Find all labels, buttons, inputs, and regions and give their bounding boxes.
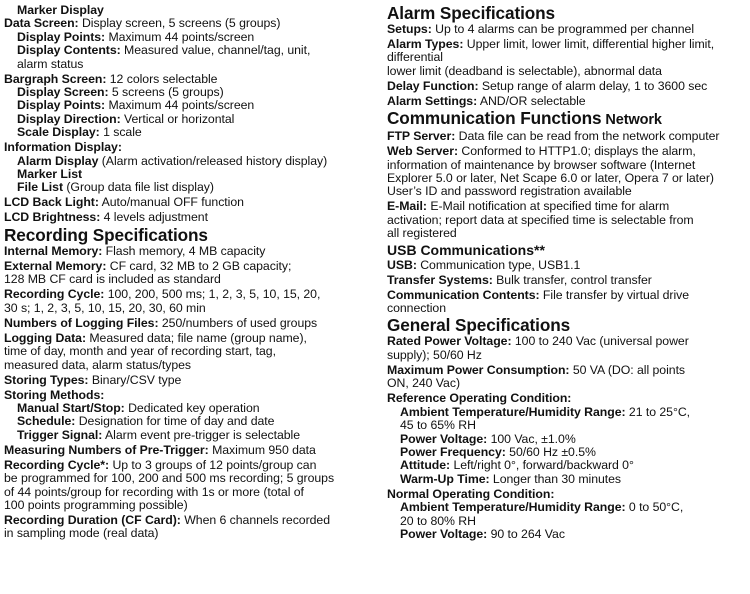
spec-value: (Alarm activation/released history display) [98,153,328,168]
spec-value: Dedicated key operation [124,400,260,415]
spec-value: Conformed to HTTP1.0; displays the alarm, [458,144,696,159]
spec-line [387,377,749,390]
spec-line [387,488,749,501]
spec-value: 100 to 240 Vac (universal power [511,334,689,349]
spec-value: Setup range of alarm delay, 1 to 3600 sec [478,78,708,93]
spec-line [387,51,749,64]
spec-value: 250/numbers of used groups [158,315,318,330]
spec-label: Manual Start/Stop: [17,400,125,415]
spec-label: E-Mail: [387,199,427,214]
spec-value: of 44 points/group for recording with 1s or more (total of [4,484,304,499]
spec-value: Left/right 0°, forward/backward 0° [450,458,634,473]
spec-line [387,433,749,446]
spec-label: LCD Back Light: [4,195,99,210]
spec-line [387,80,749,93]
spec-value: all registered [387,226,457,241]
spec-label: Reference Operating Condition: [387,391,572,406]
spec-line [387,501,749,514]
spec-label: Data Screen: [4,16,79,31]
spec-line [387,200,749,213]
spec-label: Schedule: [17,414,76,429]
spec-line [387,227,749,240]
spec-label: Display Points: [17,29,106,44]
spec-label: Display Points: [17,98,106,113]
spec-value: alarm status [17,56,84,71]
section-heading-alarm-specifications [387,4,749,23]
spec-line [4,260,380,273]
spec-label: Power Voltage: [400,431,488,446]
spec-value: Alarm event pre-trigger is selectable [102,427,301,442]
spec-value: AND/OR selectable [477,93,586,108]
section-heading-general-specifications [387,316,749,335]
spec-label: Storing Methods: [4,387,105,402]
spec-line [4,444,380,457]
spec-line [387,38,749,51]
spec-line [4,196,380,209]
spec-value: Upper limit, lower limit, differential higher limit, [463,37,715,51]
spec-line [4,472,380,485]
spec-label: External Memory: [4,258,107,273]
spec-line [387,172,749,185]
spec-value: 12 colors selectable [106,71,218,86]
spec-line [387,145,749,158]
spec-value: Communication type, USB1.1 [416,257,581,272]
spec-value: ON, 240 Vac) [387,376,460,391]
spec-line [4,302,380,315]
spec-value: information of maintenance by browser software (Internet [387,157,696,172]
spec-line [387,446,749,459]
spec-line [4,155,380,168]
spec-line [4,73,380,86]
spec-value: Maximum 44 points/screen [105,29,255,44]
left-column [4,0,380,541]
spec-label: Ambient Temperature/Humidity Range: [400,404,626,419]
spec-line [387,23,749,36]
spec-label: Alarm Display [17,153,99,168]
spec-line [4,44,380,57]
spec-line [4,273,380,286]
spec-line [387,259,749,272]
spec-line [387,406,749,419]
spec-line [4,332,380,345]
section-heading-communication-functions [387,109,749,130]
spec-line [387,130,749,143]
spec-line [4,499,380,512]
spec-value: 100, 200, 500 ms; 1, 2, 3, 5, 10, 15, 20, [104,287,321,302]
spec-label: Alarm Settings: [387,93,478,108]
spec-label: Numbers of Logging Files: [4,315,159,330]
spec-line [4,113,380,126]
spec-line [387,289,749,302]
spec-value: measured data, alarm status/types [4,357,191,372]
spec-label: Web Server: [387,144,458,159]
spec-value: supply); 50/60 Hz [387,347,482,362]
spec-value: 50 VA (DO: all points [569,362,686,377]
spec-label: Ambient Temperature/Humidity Range: [400,500,626,515]
section-heading-text: General Specifications [387,315,571,336]
spec-line [387,392,749,405]
spec-line [387,473,749,486]
spec-value: 1 scale [99,125,142,140]
spec-value: Vertical or horizontal [120,111,235,126]
spec-value: activation; report data at specified time is selectable from [387,212,694,227]
spec-label: Attitude: [400,458,451,473]
spec-label: Internal Memory: [4,243,103,258]
spec-value: 0 to 50°C, [625,500,684,515]
spec-value: Measured data; file name (group name), [86,330,307,345]
spec-label: Power Voltage: [400,526,488,541]
spec-label: Rated Power Voltage: [387,334,512,349]
spec-line [4,4,380,17]
spec-line [387,65,749,78]
spec-value: 21 to 25°C, [625,404,691,419]
spec-line [4,58,380,71]
spec-line [4,31,380,44]
subsection-heading-usb-communications: USB Communications** [387,241,545,258]
spec-label: Display Screen: [17,85,109,100]
spec-value: Binary/CSV type [88,372,182,387]
spec-line [4,211,380,224]
spec-line [387,528,749,541]
spec-label: File List [17,180,64,195]
spec-label: Recording Cycle*: [4,457,110,472]
section-heading-suffix: Network [601,112,662,129]
section-heading-recording-specifications [4,226,380,245]
spec-label: Trigger Signal: [17,427,103,442]
spec-label: Communication Contents: [387,287,540,302]
spec-line [4,402,380,415]
right-column [387,0,749,541]
spec-value: 100 Vac, ±1.0% [487,431,576,446]
spec-line [4,514,380,527]
spec-value: Maximum 950 data [208,442,316,457]
spec-line [387,459,749,472]
spec-line [4,86,380,99]
spec-value: When 6 channels recorded [180,512,330,527]
spec-value: E-Mail notification at specified time for alarm [426,199,670,214]
section-heading-text: Recording Specifications [4,224,208,245]
spec-value: Display screen, 5 screens (5 groups) [78,16,281,31]
spec-line [387,302,749,315]
spec-line [4,429,380,442]
spec-label: Normal Operating Condition: [387,486,555,501]
spec-value: File transfer by virtual drive [539,287,690,302]
section-heading-text: Communication Functions [387,108,602,129]
spec-value: Measured value, channel/tag, unit, [120,43,311,58]
spec-value: 4 levels adjustment [100,210,208,225]
spec-line [4,486,380,499]
spec-label: LCD Brightness: [4,210,101,225]
spec-line [4,181,380,194]
spec-line [4,99,380,112]
spec-line [4,527,380,540]
spec-label: Recording Duration (CF Card): [4,512,181,527]
spec-line [387,349,749,362]
spec-line [387,419,749,432]
spec-label: Warm-Up Time: [400,471,490,486]
spec-label: Delay Function: [387,78,479,93]
spec-line [4,168,380,181]
spec-label: FTP Server: [387,129,456,144]
spec-label: Storing Types: [4,372,89,387]
spec-label: Maximum Power Consumption: [387,362,570,377]
spec-value: (Group data file list display) [63,180,214,195]
spec-line [4,359,380,372]
spec-line [4,317,380,330]
spec-value: Maximum 44 points/screen [105,98,255,113]
spec-line [387,159,749,172]
spec-value: 5 screens (5 groups) [108,85,224,100]
spec-line [387,274,749,287]
spec-line [4,459,380,472]
spec-line [4,17,380,30]
spec-label: Setups: [387,22,432,36]
spec-line [4,126,380,139]
spec-value: time of day, month and year of recording start, tag, [4,344,276,359]
spec-label: Scale Display: [17,125,100,140]
spec-line [4,141,380,154]
spec-value: 20 to 80% RH [400,513,476,528]
spec-value: Bulk transfer, control transfer [492,272,652,287]
spec-line [387,335,749,348]
spec-value: Explorer 5.0 or later, Net Scape 6.0 or later, Opera 7 or later) [387,171,714,186]
spec-value: differential [387,50,443,65]
spec-line [387,364,749,377]
spec-value: connection [387,301,446,316]
spec-label: Information Display: [4,140,122,155]
spec-value: be programmed for 100, 200 and 500 ms recording; 5 groups [4,471,335,486]
spec-line [387,185,749,198]
spec-value: 45 to 65% RH [400,418,476,433]
spec-label: Bargraph Screen: [4,71,107,86]
spec-value: 90 to 264 Vac [487,526,565,541]
spec-line [4,374,380,387]
spec-label: Marker List [17,167,83,182]
spec-value: lower limit (deadband is selectable), abnormal data [387,63,662,78]
spec-value: Designation for time of day and date [75,414,275,429]
spec-line [387,515,749,528]
spec-value: 50/60 Hz ±0.5% [505,444,596,459]
spec-line [4,415,380,428]
spec-value: Data file can be read from the network computer [455,129,720,144]
spec-value: Up to 3 groups of 12 points/group can [109,457,317,472]
spec-label: USB: [387,257,417,272]
spec-line [4,389,380,402]
section-heading-text: Alarm Specifications [387,3,556,23]
spec-value: 128 MB CF card is included as standard [4,272,221,287]
spec-line [4,288,380,301]
spec-label: Transfer Systems: [387,272,493,287]
spec-label: Alarm Types: [387,37,464,51]
spec-value: Auto/manual OFF function [98,195,244,210]
spec-label: Logging Data: [4,330,86,345]
spec-line [387,95,749,108]
spec-value: Flash memory, 4 MB capacity [102,243,266,258]
spec-label: Recording Cycle: [4,287,105,302]
spec-value: Up to 4 alarms can be programmed per channel [431,22,695,36]
spec-value: 30 s; 1, 2, 3, 5, 10, 15, 20, 30, 60 min [4,300,206,315]
spec-value: Longer than 30 minutes [489,471,622,486]
spec-label: Display Contents: [17,43,121,58]
spec-value: CF card, 32 MB to 2 GB capacity; [106,258,292,273]
spec-value: 100 points programming possible) [4,497,188,512]
spec-label: Measuring Numbers of Pre-Trigger: [4,442,209,457]
spec-label: Power Frequency: [400,444,506,459]
spec-label: Display Direction: [17,111,121,126]
spec-line [4,345,380,358]
spec-line [4,245,380,258]
spec-label: Marker Display [17,3,104,17]
spec-value: in sampling mode (real data) [4,526,159,541]
spec-line [387,214,749,227]
spec-value: User’s ID and password registration available [387,184,632,199]
